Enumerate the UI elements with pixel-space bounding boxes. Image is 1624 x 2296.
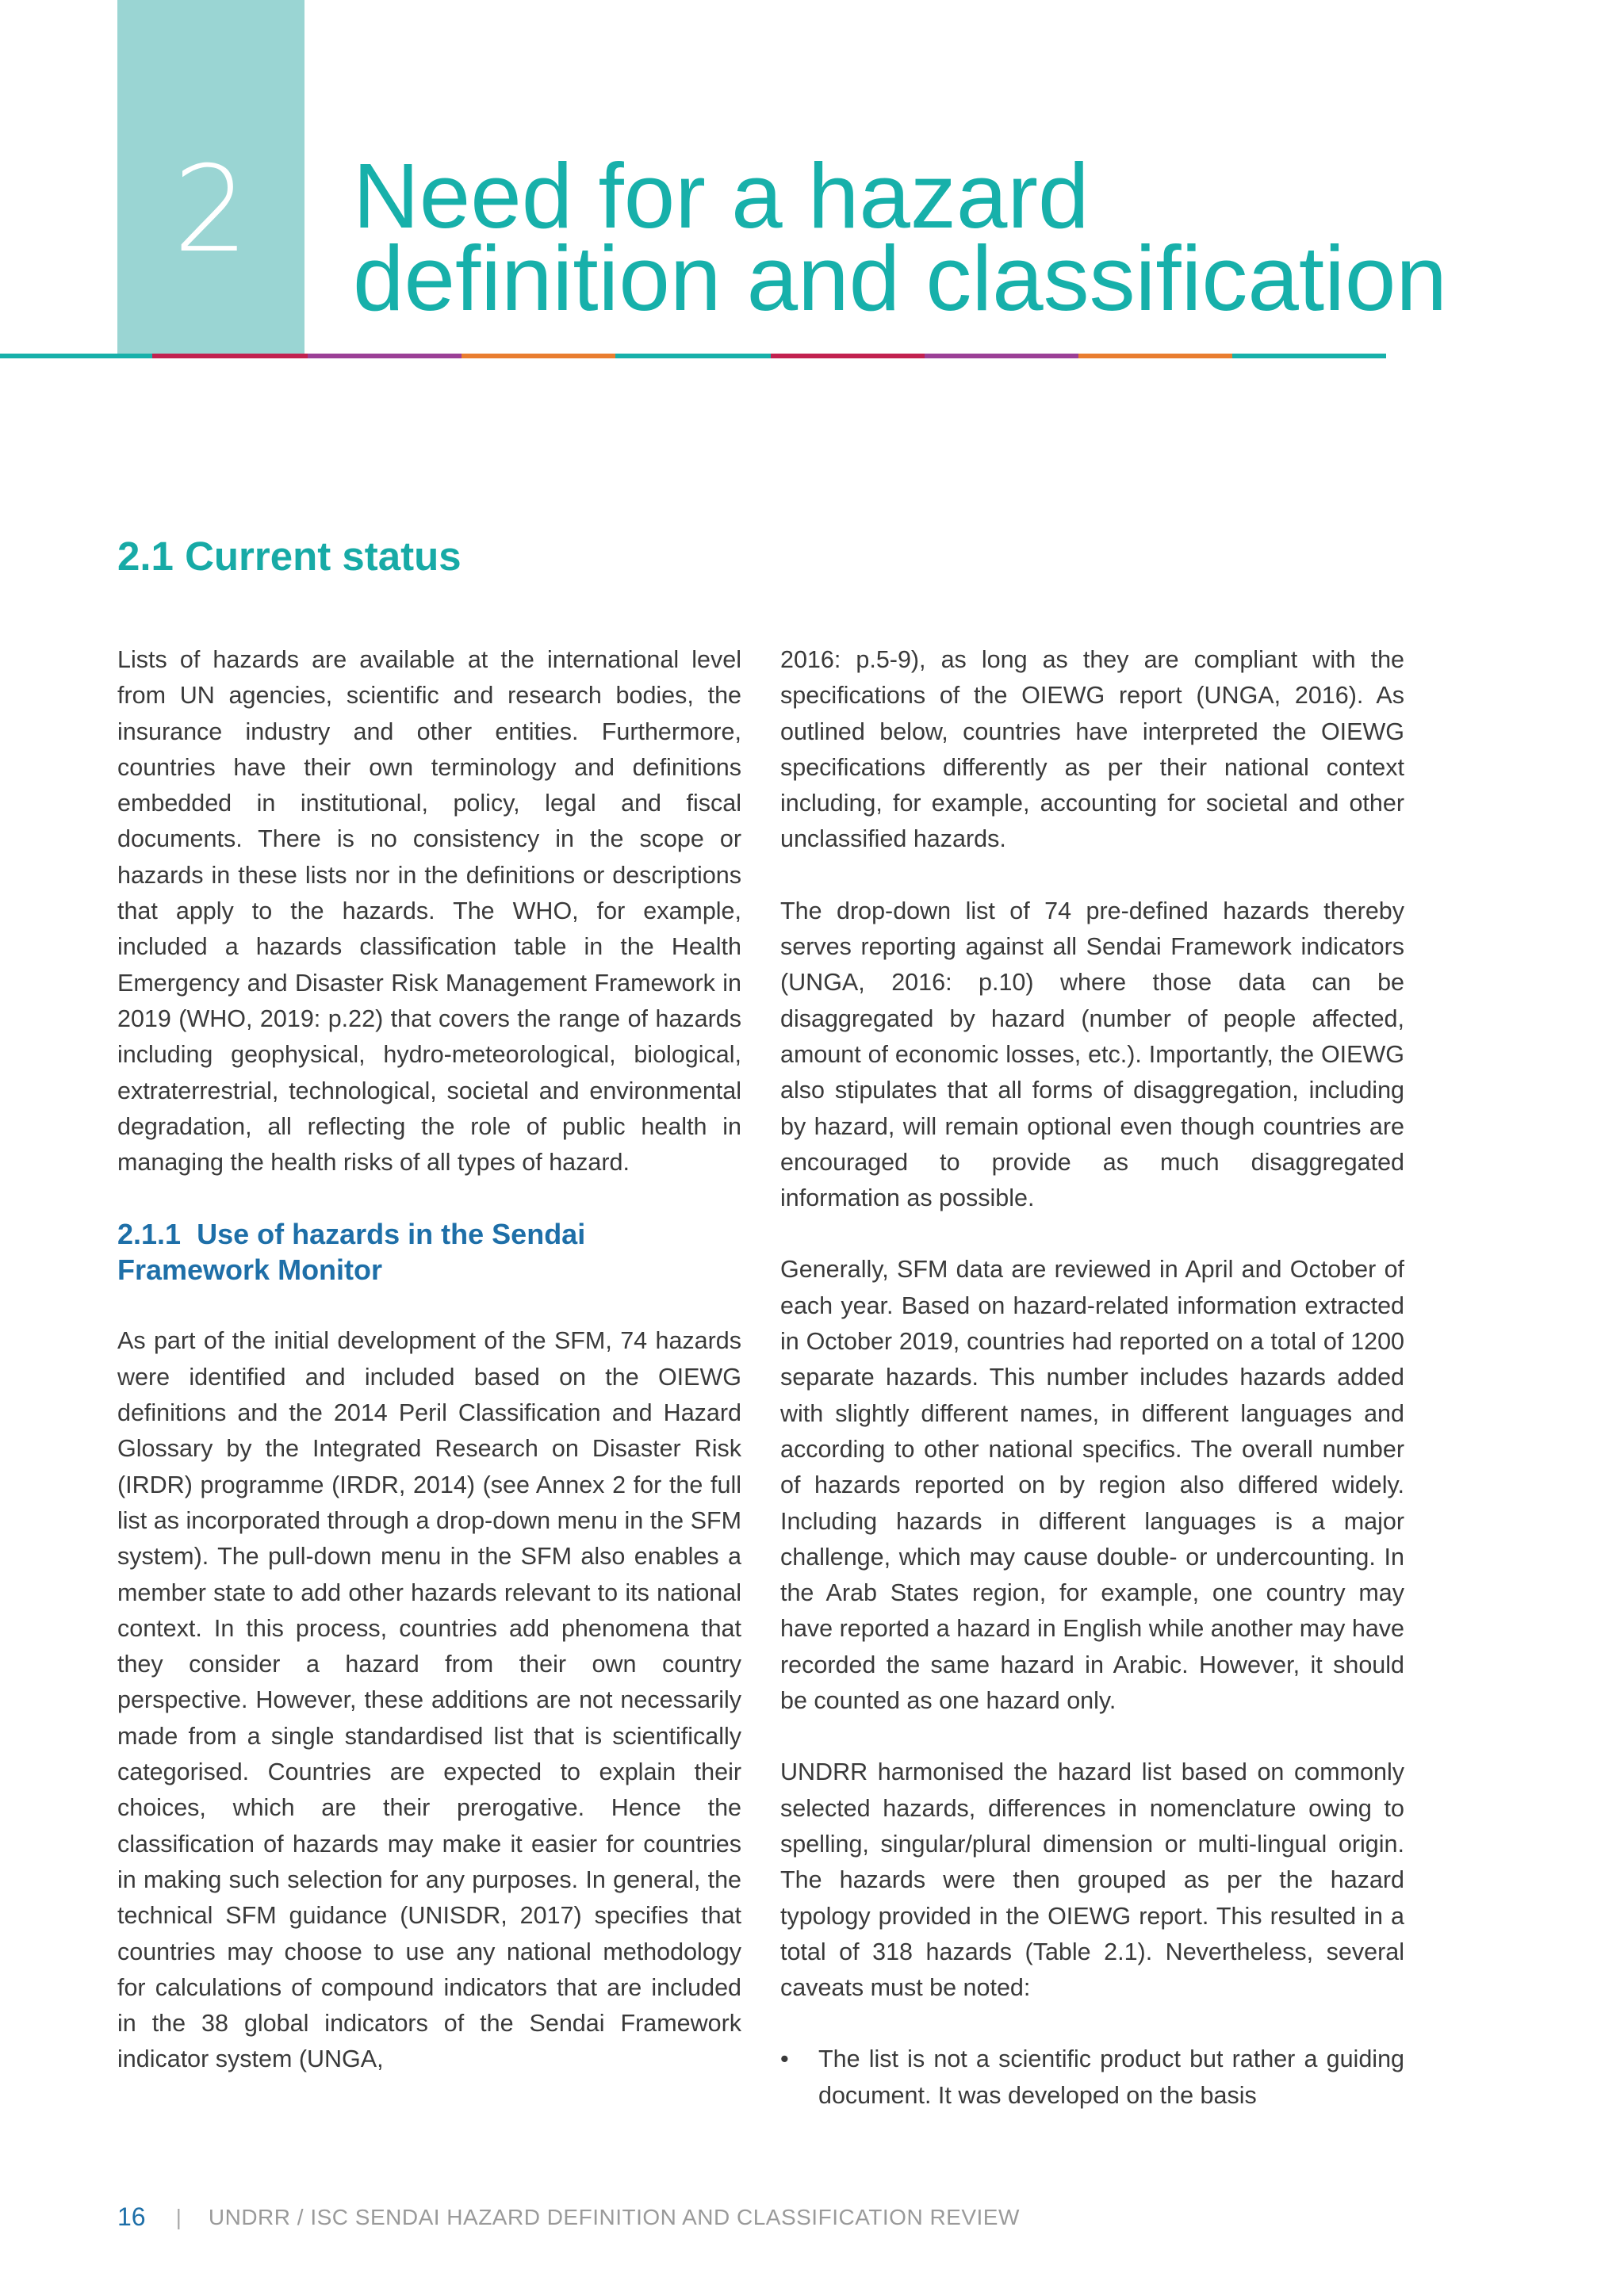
rule-segment [308, 354, 462, 358]
rule-segment [925, 354, 1078, 358]
footer-title: UNDRR / ISC SENDAI HAZARD DEFINITION AND CLASSIFICATION REVIEW [208, 2204, 1020, 2229]
paragraph: Generally, SFM data are reviewed in April and October of each year. Based on hazard-related information extracted in October 2019, countries had reported on a total of 1200 separate hazards. This number includes hazards added with slightly different names, in different languages and according to other national specifics. The overall number of hazards reported on by region also differed widely. Including hazards in different languages is a major challenge, which may cause double- or undercounting. In the Arab States region, for example, one country may have reported a hazard in English while another may have recorded the same hazard in Arabic. However, it should be counted as one hazard only. [780, 1256, 1404, 1715]
paragraph: As part of the initial development of the SFM, 74 hazards were identified and included based on the OIEWG definitions and the 2014 Peril Classification and Hazard Glossary by the Integrated Research on Disaster Risk (IRDR) programme (IRDR, 2014) (see Annex 2 for the full list as incorporated through a drop-down menu in the SFM system). The pull-down menu in the SFM also enables a member state to add other hazards relevant to its national context. In this process, countries add phenomena that they consider a hazard from their own country perspective. However, these additions are not necessarily made from a single standardised list that is scientifically categorised. Countries are expected to explain their choices, which are their prerogative. Hence the classification of hazards may make it easier for countries in making such selection for any purposes. In general, the technical SFM guidance (UNISDR, 2017) specifies that countries may choose to use any national methodology for calculations of compound indicators that are included in the 38 global indicators of the Sendai Framework indicator system (UNGA, [117, 1327, 741, 2073]
rule-segment [615, 354, 771, 358]
paragraph: 2016: p.5-9), as long as they are compliant with the specifications of the OIEWG report (UNGA, 2016). As outlined below, countries have interpreted the OIEWG specifications differently as per their national context including, for example, accounting for societal and other unclassified hazards. [780, 646, 1404, 853]
chapter-title [353, 144, 1447, 330]
chapter-number: 2 [173, 141, 249, 279]
chapter-title-line1: Need for a hazard [353, 144, 1090, 247]
rule-segment [1232, 354, 1386, 358]
chapter-title-line2: definition and classification [353, 227, 1447, 330]
footer-separator: | [175, 2204, 182, 2229]
page-number: 16 [117, 2202, 146, 2231]
page-footer [117, 2202, 1020, 2232]
rule-segment [1078, 354, 1232, 358]
caveats-list [780, 2042, 1404, 2114]
rule-segment [462, 354, 615, 358]
rule-segment [152, 354, 308, 358]
paragraph: The drop-down list of 74 pre-defined hazards thereby serves reporting against all Sendai Framework indicators (UNGA, 2016: p.10) where those data can be disaggregated by hazard (number of people affected, amount of economic losses, etc.). Importantly, the OIEWG also stipulates that all forms of disaggregation, including by hazard, will remain optional even though countries are encouraged to provide as much disaggregated information as possible. [780, 897, 1404, 1212]
left-column [117, 642, 741, 2078]
section-heading: 2.1 Current status [117, 534, 462, 579]
chapter-divider-rule [0, 354, 1386, 358]
rule-segment [0, 354, 152, 358]
paragraph: UNDRR harmonised the hazard list based on commonly selected hazards, differences in nomenclature owing to spelling, singular/plural dimension or multi-lingual origin. The hazards were then grouped as per the hazard typology provided in the OIEWG report. This resulted in a total of 318 hazards (Table 2.1). Nevertheless, several caveats must be noted: [780, 1758, 1404, 2002]
paragraph: Lists of hazards are available at the international level from UN agencies, scientific and research bodies, the insurance industry and other entities. Furthermore, countries have their own terminology and definitions embedded in institutional, policy, legal and fiscal documents. There is no consistency in the scope or hazards in these lists nor in the definitions or descriptions that apply to the hazards. The WHO, for example, included a hazards classification table in the Health Emergency and Disaster Risk Management Framework in 2019 (WHO, 2019: p.22) that covers the range of hazards including geophysical, hydro-meteorological, biological, extraterrestrial, technological, societal and environmental degradation, all reflecting the role of public health in managing the health risks of all types of hazard. [117, 646, 741, 1177]
subsection-heading [117, 1216, 741, 1288]
list-item: • The list is not a scientific product but rather a guiding document. It was developed on the basis [780, 2042, 1404, 2114]
subsection-title: Use of hazards in the Sendai Framework Monitor [117, 1218, 586, 1287]
subsection-number: 2.1.1 [117, 1218, 182, 1251]
right-column [780, 642, 1404, 2114]
rule-segment [771, 354, 925, 358]
